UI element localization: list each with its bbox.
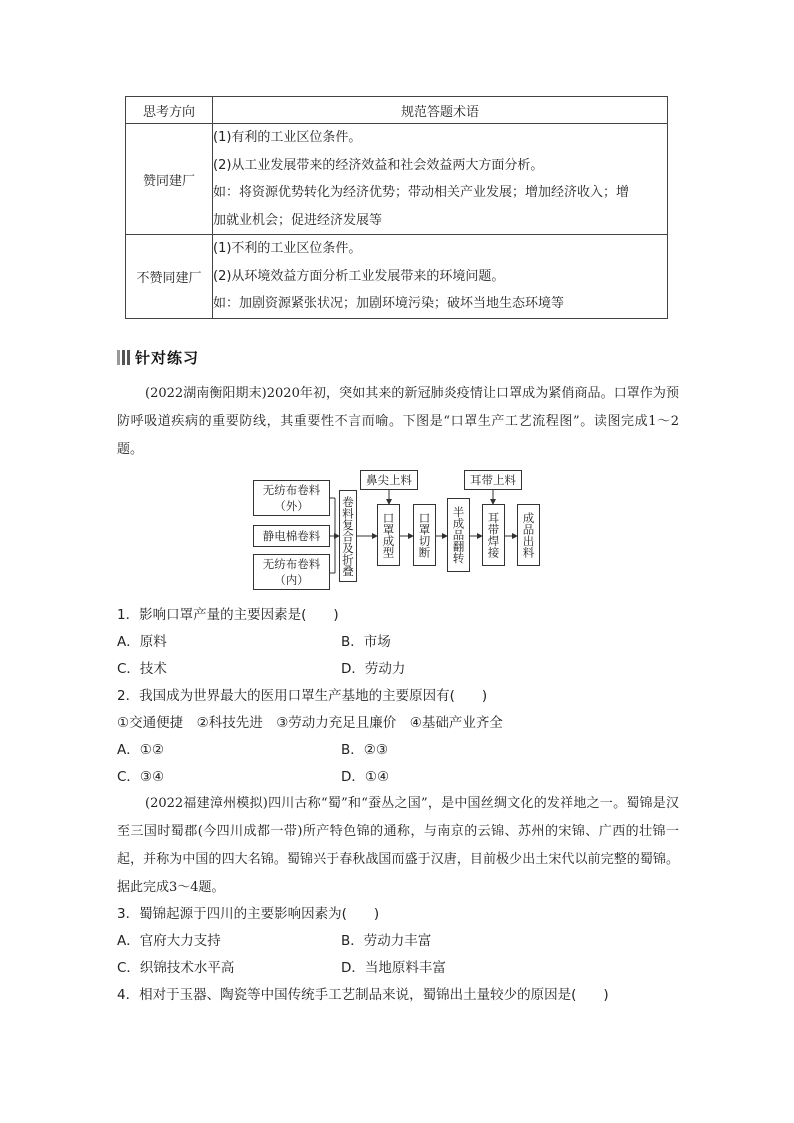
question-3-stem: 3．蜀锦起源于四川的主要影响因素为( ) [117, 906, 380, 922]
passage-1: (2022湖南衡阳期末)2020年初，突如其来的新冠肺炎疫情让口罩成为紧俏商品。口罩作为预防呼吸道疾病的重要防线，其重要性不言而喻。下图是“口罩生产工艺流程图”。读图完成1～2题。 [117, 386, 679, 457]
mask-production-flowchart [253, 470, 543, 590]
terms-cell [213, 124, 668, 235]
step-earloop-welding [482, 504, 505, 566]
table-row [126, 235, 668, 319]
input-inner-nonwoven [253, 554, 330, 590]
option: B．市场 [341, 634, 391, 650]
terms-cell [213, 235, 668, 319]
option: C．织锦技术水平高 [117, 960, 235, 976]
top-input-nose-wire [360, 470, 418, 490]
flow-label: 耳带上料 [470, 473, 516, 487]
flow-label: 无纺布卷料 [262, 557, 321, 571]
option: D．劳动力 [341, 661, 406, 677]
flow-label: （外） [274, 499, 309, 513]
terms-line: 如：加剧资源紧张状况；加剧环境污染；破坏当地生态环境等 [213, 296, 565, 311]
step-mask-forming [377, 504, 400, 566]
table-header-row [126, 97, 668, 124]
direction-cell: 不赞同建厂 [126, 235, 213, 319]
section-marker-icon [117, 350, 130, 365]
direction-cell: 赞同建厂 [126, 124, 213, 235]
flow-label: 卷料复合及折叠 [341, 495, 356, 577]
terms-line: 加就业机会；促进经济发展等 [213, 212, 383, 228]
step-composite-fold [339, 490, 357, 582]
flow-label: 半成品翻转 [451, 506, 466, 564]
question-4-stem: 4．相对于玉器、陶瓷等中国传统手工艺制品来说，蜀锦出土量较少的原因是( ) [117, 987, 609, 1003]
header-direction: 思考方向 [126, 97, 213, 124]
option: A．原料 [117, 634, 167, 650]
question-2-stem: 2．我国成为世界最大的医用口罩生产基地的主要原因有( ) [117, 688, 488, 704]
section-title: 针对练习 [135, 348, 200, 367]
option: D．①④ [341, 769, 390, 785]
option: A．官府大力支持 [117, 933, 221, 949]
header-terms: 规范答题术语 [213, 97, 668, 124]
question-2-choices: ①交通便捷 ②科技先进 ③劳动力充足且廉价 ④基础产业齐全 [117, 715, 503, 731]
flow-label: 静电棉卷料 [262, 529, 321, 543]
top-input-earloop [464, 470, 522, 490]
flow-label: 口罩切断 [417, 512, 432, 558]
passage-2: (2022福建漳州模拟)四川古称“蜀”和“蚕丛之国”，是中国丝绸文化的发祥地之一。蜀锦是汉至三国时蜀郡(今四川成都一带)所产特色锦的通称，与南京的云锦、苏州的宋锦、广西的壮锦一起，并称为中国的四大名锦。蜀锦兴于春秋战国而盛于汉唐，目前极少出土宋代以前完整的蜀锦。据此完成3～4题。 [117, 796, 679, 895]
step-output [517, 504, 540, 566]
flow-label: 耳带焊接 [486, 512, 501, 558]
flow-label: 口罩成型 [381, 512, 396, 558]
terms-line: (2)从环境效益方面分析工业发展带来的环境问题。 [213, 268, 505, 284]
option: B．②③ [341, 742, 388, 758]
input-electrostatic-cotton [253, 525, 330, 547]
table-row [126, 124, 668, 235]
step-semi-flip [447, 498, 470, 572]
answer-terms-table [125, 96, 668, 319]
option: C．③④ [117, 769, 165, 785]
option: B．劳动力丰富 [341, 933, 432, 949]
flow-label: 成品出料 [521, 512, 536, 558]
flow-label: （内） [274, 573, 309, 587]
flow-label: 鼻尖上料 [366, 473, 412, 487]
option: A．①② [117, 742, 164, 758]
option: C．技术 [117, 661, 167, 677]
step-mask-cutting [413, 504, 436, 566]
terms-line: (1)不利的工业区位条件。 [213, 241, 362, 256]
option: D．当地原料丰富 [341, 960, 446, 976]
flow-label: 无纺布卷料 [262, 483, 321, 497]
question-1-stem: 1．影响口罩产量的主要因素是( ) [117, 607, 339, 623]
terms-line: (1)有利的工业区位条件。 [213, 130, 362, 145]
section-heading [117, 346, 199, 368]
input-outer-nonwoven [253, 480, 330, 516]
terms-line: (2)从工业发展带来的经济效益和社会效益两大方面分析。 [213, 157, 544, 173]
terms-line: 如：将资源优势转化为经济优势；带动相关产业发展；增加经济收入；增 [213, 185, 630, 200]
